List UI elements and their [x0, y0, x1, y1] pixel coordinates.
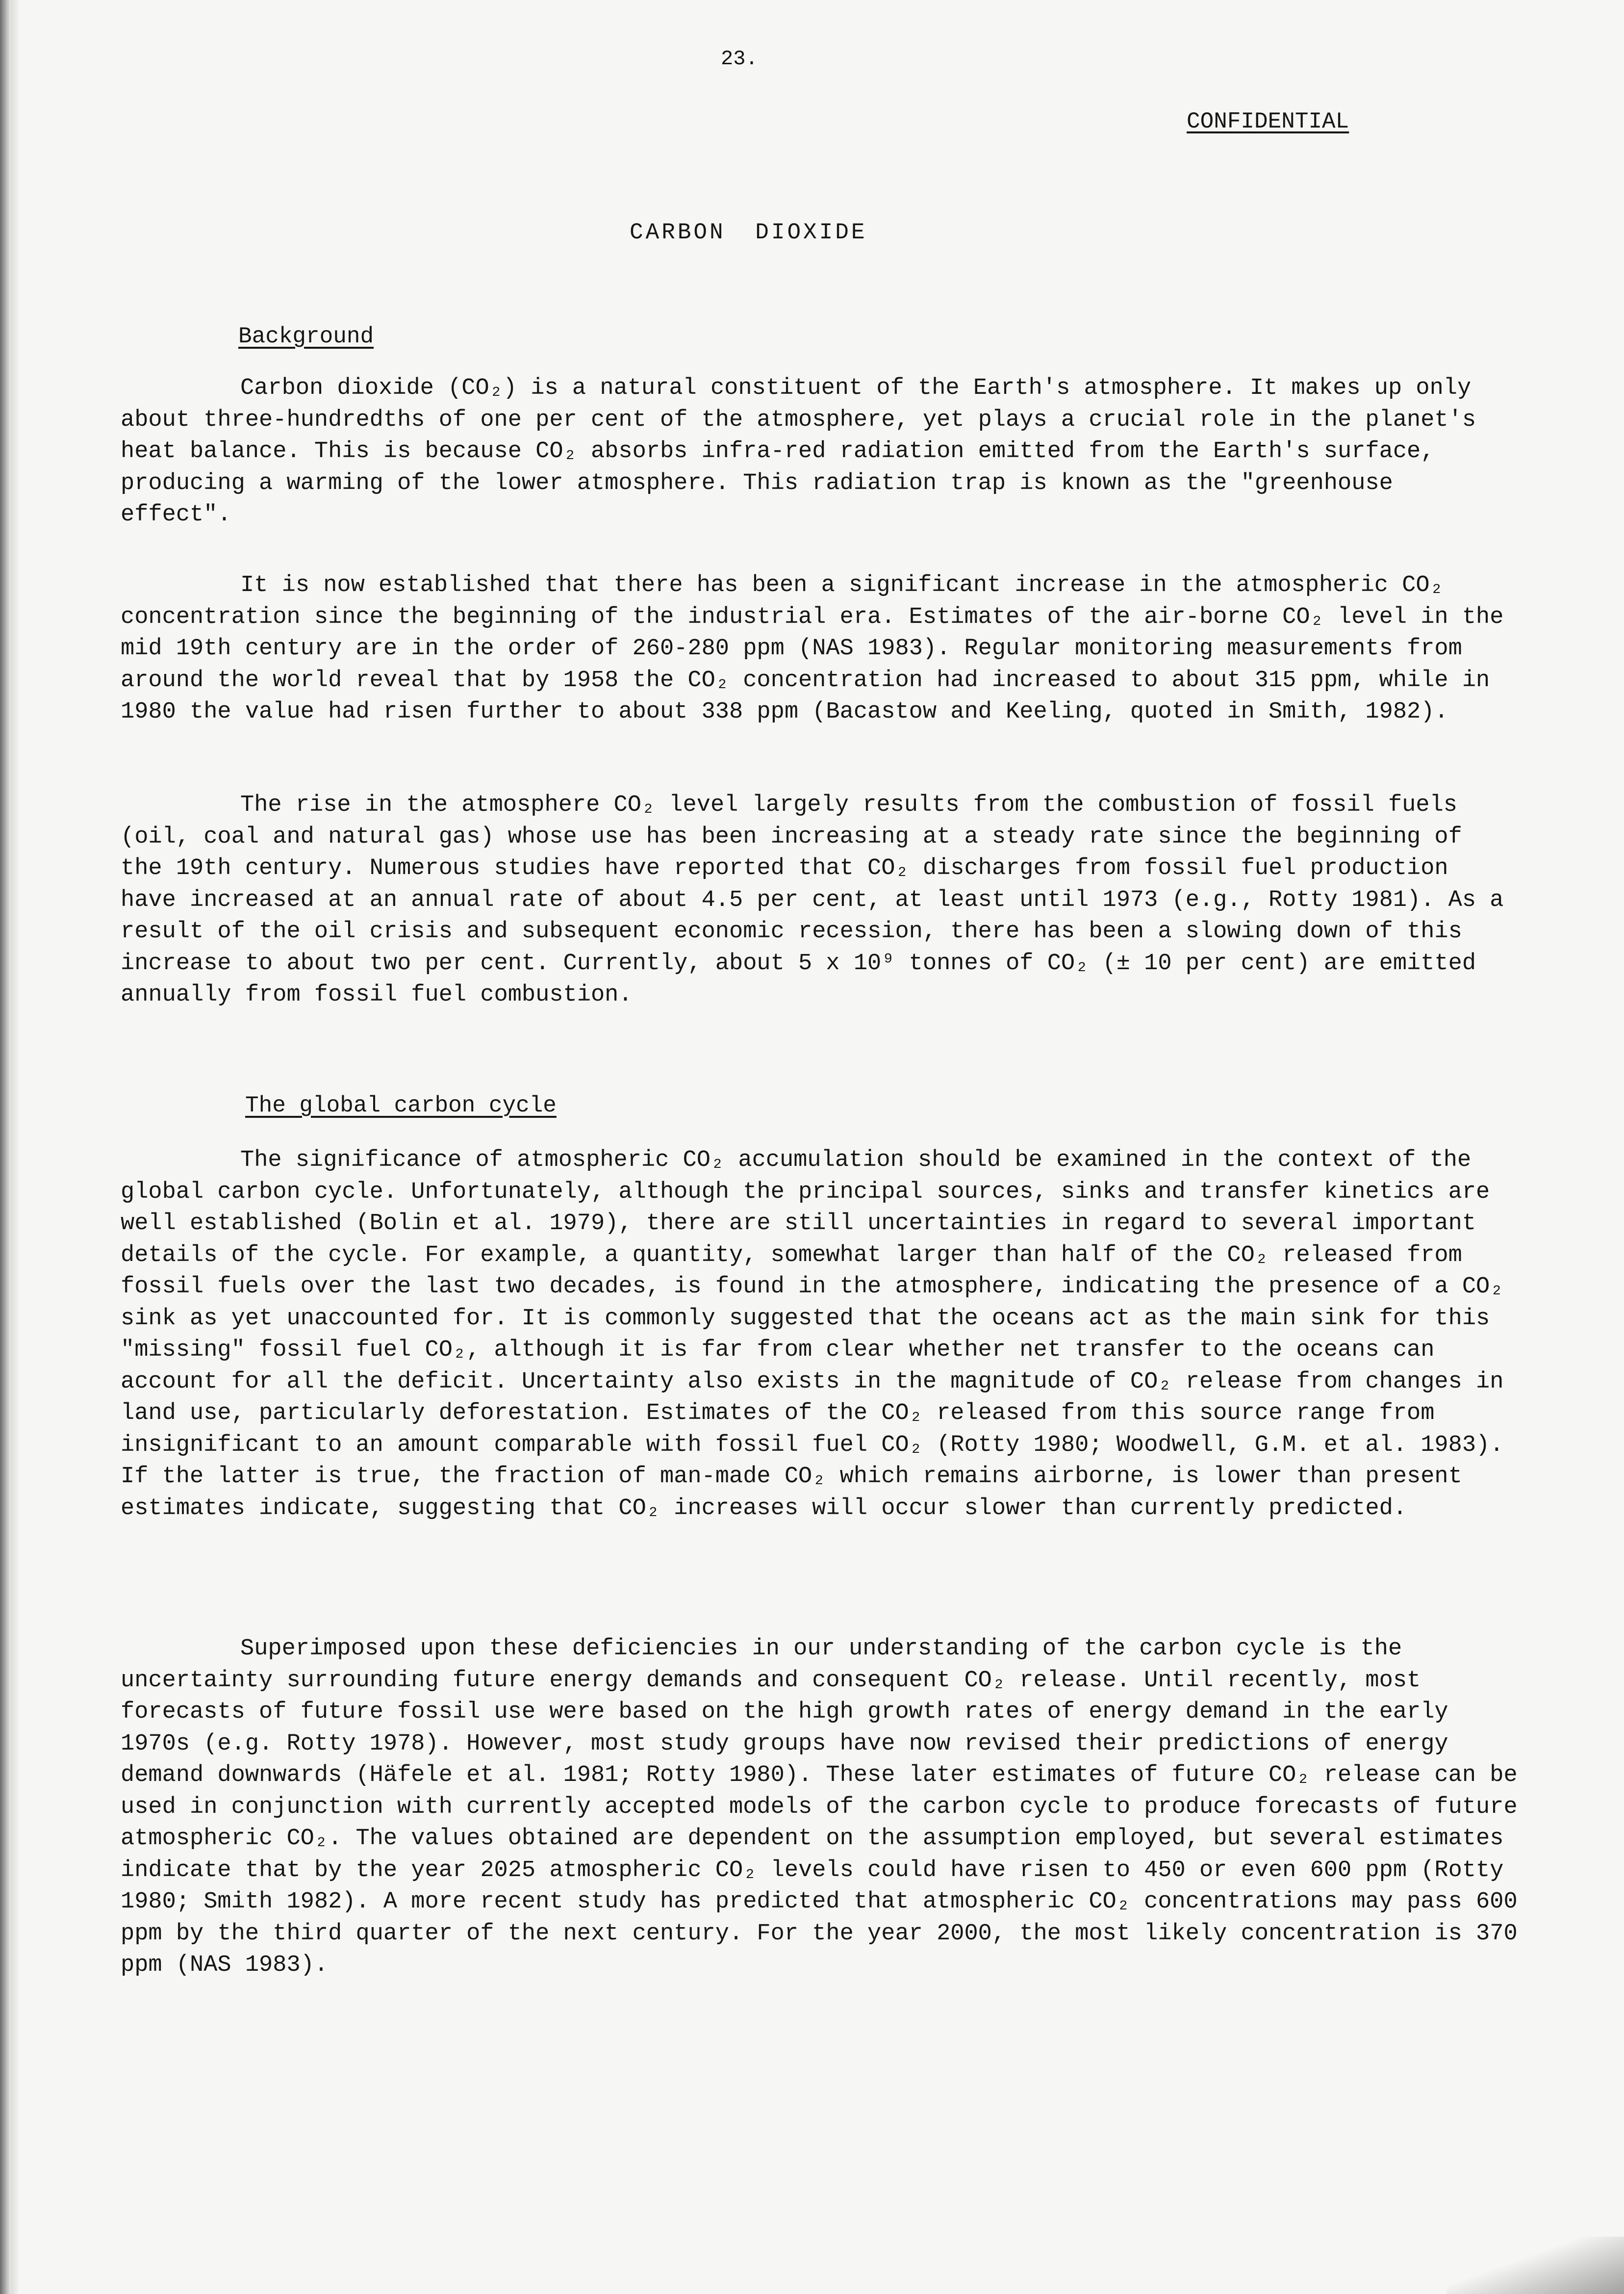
paragraph-text: The rise in the atmosphere CO₂ level largely results from the combustion of fossil fuels (oil, coal and natural gas) whose use has been increasing at a steady rate since the beginning of the 19th century. Numerous studies have reported that CO₂ discharges from fossil fuel production have increased at an annual rate of about 4.5 per cent, at least until 1973 (e.g., Rotty 1981). As a result of the oil crisis and subsequent economic recession, there has been a slowing down of this increase to about two per cent. Currently, about 5 x 10⁹ tonnes of CO₂ (± 10 per cent) are emitted annually from fossil fuel combustion. [121, 792, 1504, 1008]
paragraph [121, 790, 1513, 1011]
binding-shadow [11, 0, 20, 2294]
classification-label: CONFIDENTIAL [1187, 109, 1349, 134]
section-heading-background: Background [238, 324, 374, 349]
paragraph [121, 1145, 1513, 1524]
page-title: CARBON DIOXIDE [630, 220, 867, 245]
binding-edge [0, 0, 11, 2294]
paragraph [121, 373, 1513, 531]
paragraph [121, 570, 1513, 728]
paragraph-text: Superimposed upon these deficiencies in our understanding of the carbon cycle is the uncertainty surrounding future energy demands and consequent CO₂ release. Until recently, most forecasts of future fossil use were based on the high growth rates of energy demand in the early 1970s (e.g. Rotty 1978). However, most study groups have now revised their predictions of energy demand downwards (Häfele et al. 1981; Rotty 1980). These later estimates of future CO₂ release can be used in conjunction with currently accepted models of the carbon cycle to produce forecasts of future atmospheric CO₂. The values obtained are dependent on the assumption employed, but several estimates indicate that by the year 2025 atmospheric CO₂ levels could have risen to 450 or even 600 ppm (Rotty 1980; Smith 1982). A more recent study has predicted that atmospheric CO₂ concentrations may pass 600 ppm by the third quarter of the next century. For the year 2000, the most likely concentration is 370 ppm (NAS 1983). [121, 1636, 1518, 1978]
paragraph-text: The significance of atmospheric CO₂ accumulation should be examined in the context of the global carbon cycle. Unfortunately, although the principal sources, sinks and transfer kinetics are well established (Bolin et al. 1979), there are still uncertainties in regard to several important details of the cycle. For example, a quantity, somewhat larger than half of the CO₂ released from fossil fuels over the last two decades, is found in the atmosphere, indicating the presence of a CO₂ sink as yet unaccounted for. It is commonly suggested that the oceans act as the main sink for this "missing" fossil fuel CO₂, although it is far from clear whether net transfer to the oceans can account for all the deficit. Uncertainty also exists in the magnitude of CO₂ release from changes in land use, particularly deforestation. Estimates of the CO₂ released from this source range from insignificant to an amount comparable with fossil fuel CO₂ (Rotty 1980; Woodwell, G.M. et al. 1983). If the latter is true, the fraction of man-made CO₂ which remains airborne, is lower than present estimates indicate, suggesting that CO₂ increases will occur slower than currently predicted. [121, 1147, 1504, 1521]
page-number: 23. [721, 47, 758, 71]
paragraph-text: Carbon dioxide (CO₂) is a natural constituent of the Earth's atmosphere. It makes up only about three-hundredths of one per cent of the atmosphere, yet plays a crucial role in the planet's heat balance. This is because CO₂ absorbs infra-red radiation emitted from the Earth's surface, producing a warming of the lower atmosphere. This radiation trap is known as the "greenhouse effect". [121, 375, 1476, 528]
page-corner-shadow [1446, 2237, 1624, 2294]
section-heading-carbon-cycle: The global carbon cycle [245, 1093, 557, 1118]
paragraph [121, 1633, 1518, 1982]
paragraph-text: It is now established that there has been a significant increase in the atmospheric CO₂ concentration since the beginning of the industrial era. Estimates of the air-borne CO₂ level in the mid 19th century are in the order of 260-280 ppm (NAS 1983). Regular monitoring measurements from around the world reveal that by 1958 the CO₂ concentration had increased to about 315 ppm, while in 1980 the value had risen further to about 338 ppm (Bacastow and Keeling, quoted in Smith, 1982). [121, 572, 1504, 725]
